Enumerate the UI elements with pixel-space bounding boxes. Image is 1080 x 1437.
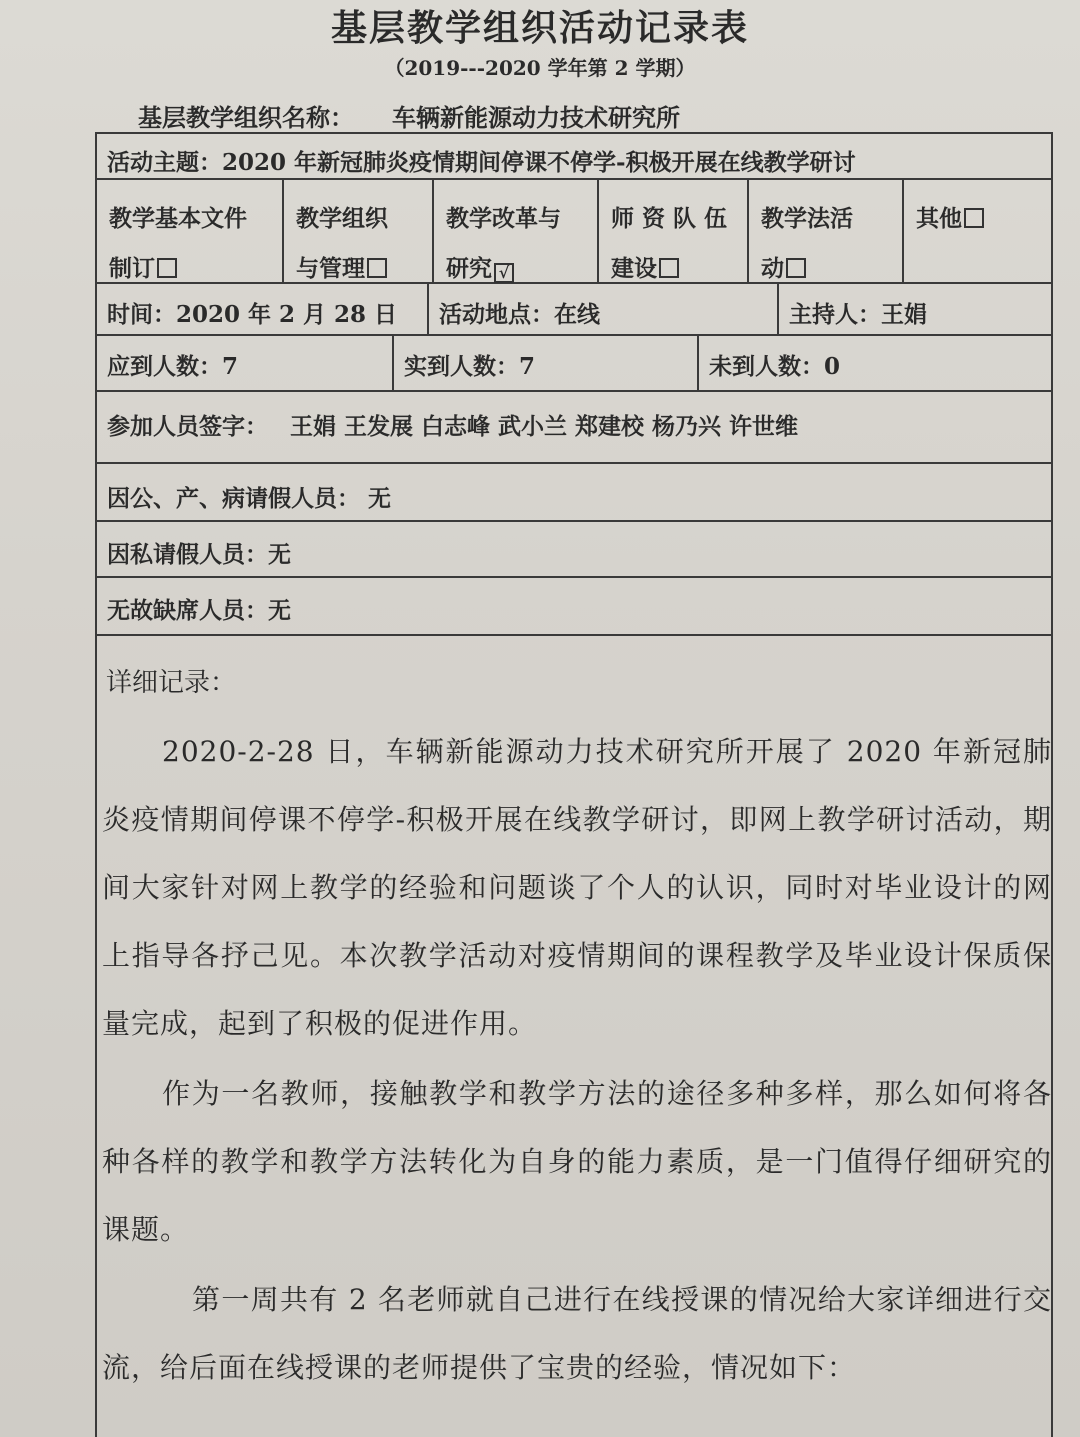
paragraph-text: 作为一名教师，接触教学和教学方法的途径多种多样，那么如何将各种各样的教学和教学方法转化为自身的能力素质，是一门值得仔细研究的课题。 [102, 1077, 1052, 1246]
category-organization [282, 180, 432, 282]
org-label: 基层教学组织名称： [138, 103, 354, 132]
leave-public-row [97, 464, 1051, 522]
signature-label: 参加人员签字： [107, 413, 268, 440]
category-other [902, 180, 1055, 282]
theme-value: 2020 年新冠肺炎疫情期间停课不停学-积极开展在线教学研讨 [222, 149, 856, 176]
paragraph-text: 2020-2-28 日，车辆新能源动力技术研究所开展了 2020 年新冠肺炎疫情期间停课不停学-积极开展在线教学研讨，即网上教学研讨活动，期间大家针对网上教学的经验和问题谈了个人的认识，同时对毕业设计的网上指导各抒己见。本次教学活动对疫情期间的课程教学及毕业设计保质保量完成，起到了积极的促进作用。 [102, 735, 1052, 1040]
category-basic-docs [97, 180, 282, 282]
checkbox [659, 258, 679, 278]
location-cell: 活动地点：在线 [427, 284, 777, 334]
category-label: 制订 [109, 255, 155, 282]
signature-names: 王娟 王发展 白志峰 武小兰 郑建校 杨乃兴 许世维 [290, 413, 799, 440]
paragraph-text: 第一周共有 2 名老师就自己进行在线授课的情况给大家详细进行交流，给后面在线授课的老师提供了宝贵的经验，情况如下： [102, 1283, 1052, 1384]
actual-count: 实到人数：7 [392, 336, 697, 390]
document-title: 基层教学组织活动记录表 [330, 7, 749, 49]
category-label: 教学组织 [296, 205, 388, 232]
checkbox [786, 258, 806, 278]
absent-noreason-row [97, 578, 1051, 636]
category-label: 教学基本文件 [109, 205, 247, 232]
time-cell: 时间：2020 年 2 月 28 日 [107, 301, 398, 328]
meta-row [97, 284, 1051, 336]
category-row [97, 180, 1051, 284]
org-name-line [138, 98, 680, 133]
theme-row [97, 134, 1051, 180]
detail-paragraph-3 [102, 1266, 1052, 1402]
category-label: 动 [761, 255, 784, 282]
signature-row [97, 392, 1051, 464]
org-name: 车辆新能源动力技术研究所 [392, 103, 680, 132]
checkbox [964, 208, 984, 228]
detail-paragraph-1 [102, 718, 1052, 1058]
leave-public-text: 因公、产、病请假人员： 无 [107, 485, 392, 512]
checkbox [367, 258, 387, 278]
absent-noreason-text: 无故缺席人员：无 [107, 597, 291, 624]
category-label: 其他 [916, 205, 962, 232]
category-reform [432, 180, 597, 282]
absent-count: 未到人数：0 [697, 336, 1055, 390]
category-label: 教学法活 [761, 205, 853, 232]
attendance-row [97, 336, 1051, 392]
theme-label: 活动主题： [107, 149, 222, 176]
expected-count: 应到人数：7 [107, 353, 239, 380]
detail-paragraph-2 [102, 1060, 1052, 1264]
semester-line: （2019---2020 学年第 2 学期） [384, 56, 696, 80]
category-label: 教学改革与 [446, 205, 561, 232]
leave-private-text: 因私请假人员：无 [107, 541, 291, 568]
checkbox-checked: √ [494, 263, 514, 283]
checkbox [157, 258, 177, 278]
category-faculty [597, 180, 747, 282]
host-cell: 主持人：王娟 [777, 284, 1055, 334]
category-label: 与管理 [296, 255, 365, 282]
category-method [747, 180, 902, 282]
detail-label: 详细记录： [106, 668, 237, 698]
category-label: 建设 [611, 255, 657, 282]
leave-private-row [97, 522, 1051, 578]
theme-cell [97, 134, 866, 178]
category-label: 师 资 队 伍 [611, 205, 728, 232]
category-label: 研究 [446, 255, 492, 282]
signature-cell [97, 392, 1051, 462]
